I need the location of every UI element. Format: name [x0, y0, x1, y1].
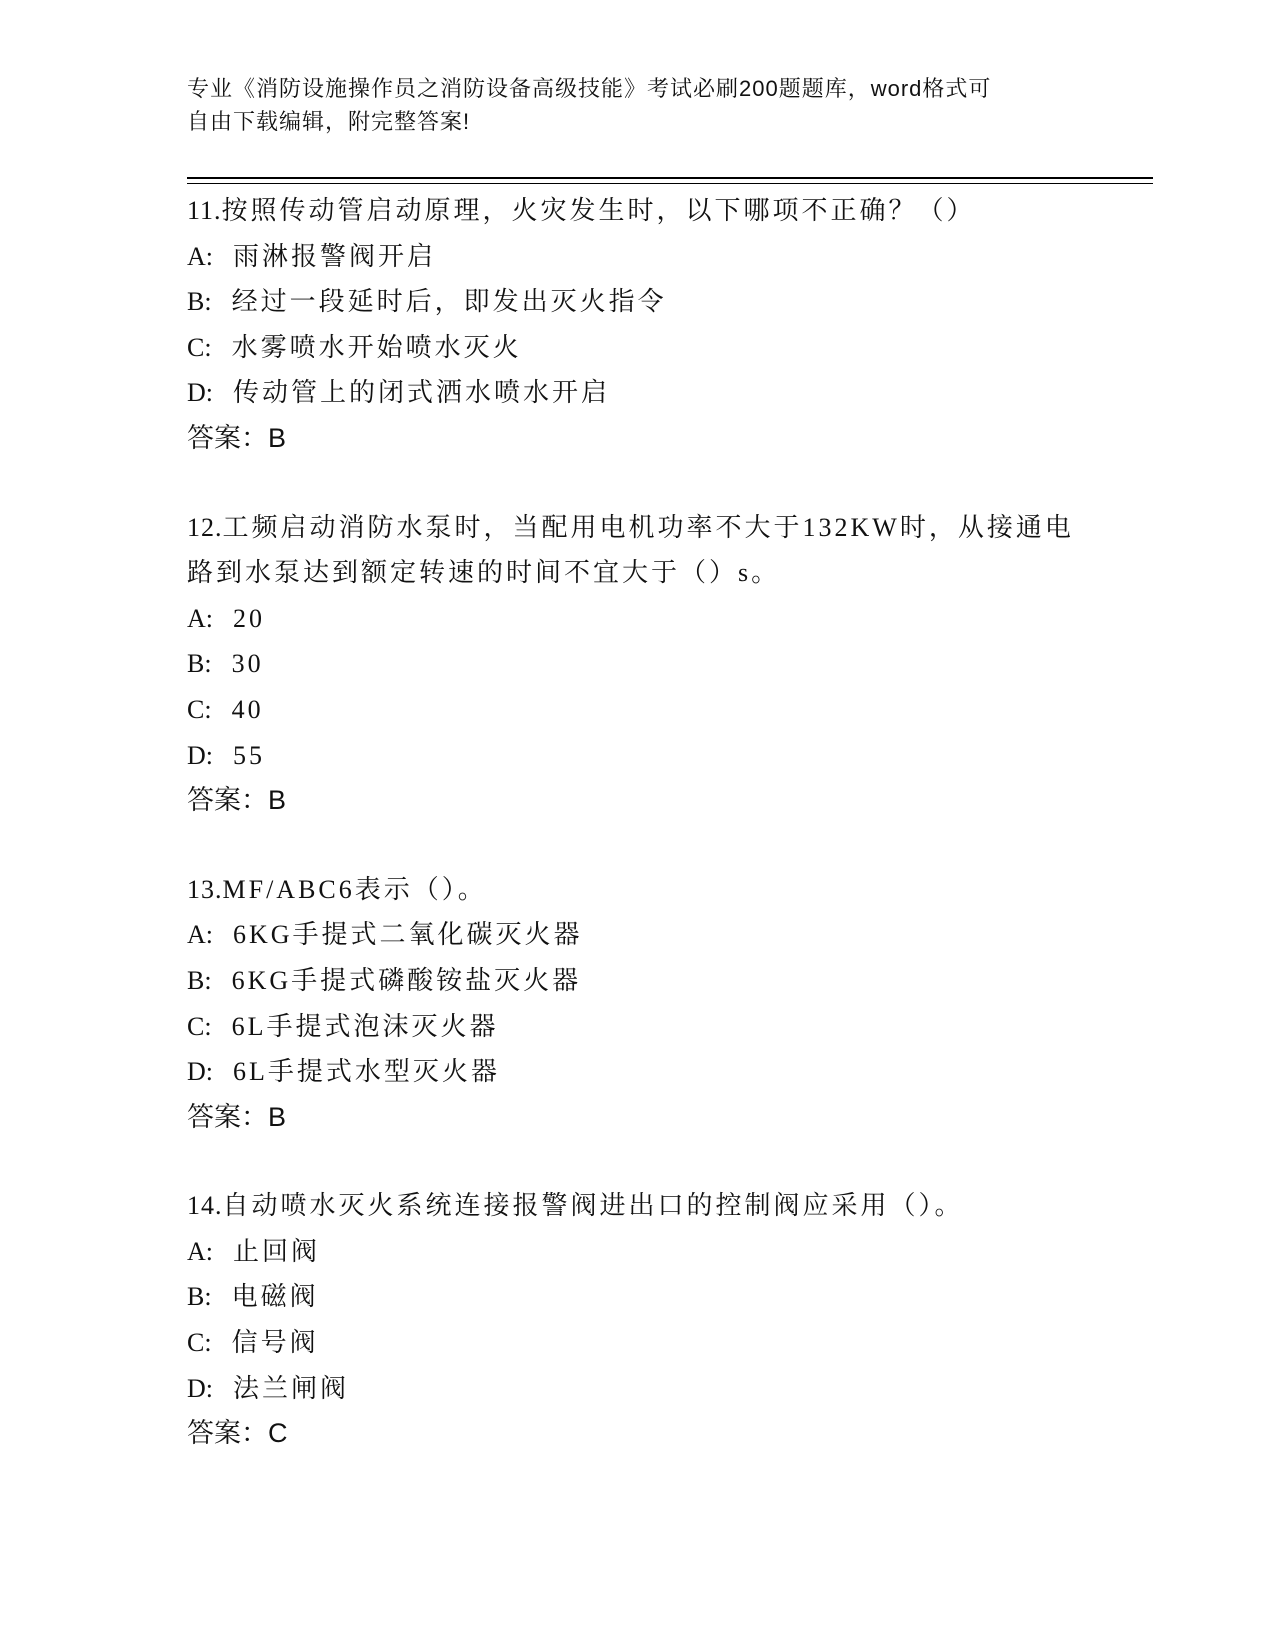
header-line-2: 自由下载编辑，附完整答案!	[187, 109, 471, 134]
option-c	[187, 325, 1087, 371]
option-text: 止回阀	[233, 1236, 321, 1266]
option-key: C:	[187, 1011, 212, 1041]
header-divider-thick	[187, 177, 1153, 179]
question-number: 13.	[187, 874, 223, 904]
question-stem	[187, 188, 1087, 234]
option-a	[187, 234, 1087, 280]
option-text: 6L手提式泡沫灭火器	[231, 1011, 499, 1041]
option-key: D:	[187, 740, 213, 770]
question-text: 工频启动消防水泵时，当配用电机功率不大于132KW时，从接通电	[222, 512, 1074, 542]
option-a	[187, 912, 1087, 958]
option-b	[187, 958, 1087, 1004]
option-c	[187, 1320, 1087, 1366]
answer: 答案：B	[187, 785, 287, 816]
option-a	[187, 1229, 1087, 1275]
question-text: 自动喷水灭火系统连接报警阀进出口的控制阀应采用（）。	[222, 1191, 964, 1221]
option-key: C:	[187, 332, 212, 362]
option-text: 经过一段延时后，即发出灭火指令	[231, 287, 667, 317]
option-b	[187, 279, 1087, 325]
answer: 答案：B	[187, 422, 287, 453]
option-text: 30	[231, 649, 264, 679]
option-key: A:	[187, 603, 213, 633]
option-key: A:	[187, 241, 213, 271]
option-text: 信号阀	[231, 1328, 319, 1358]
document-header	[187, 72, 1067, 138]
option-b	[187, 641, 1087, 687]
option-text: 水雾喷水开始喷水灭火	[231, 332, 522, 362]
option-b	[187, 1274, 1087, 1320]
question-stem	[187, 1183, 1087, 1229]
question-13	[187, 867, 1087, 1141]
option-key: B:	[187, 287, 212, 317]
option-text: 40	[231, 694, 264, 724]
option-text: 法兰闸阀	[233, 1373, 350, 1403]
option-key: D:	[187, 1373, 213, 1403]
option-d	[187, 1366, 1087, 1412]
option-key: B:	[187, 649, 212, 679]
option-d	[187, 1049, 1087, 1095]
option-a	[187, 596, 1087, 642]
answer: 答案：C	[187, 1418, 288, 1449]
option-key: C:	[187, 694, 212, 724]
question-number: 14.	[187, 1191, 223, 1221]
option-key: D:	[187, 1057, 213, 1087]
option-key: B:	[187, 1282, 212, 1312]
question-stem-continued: 路到水泵达到额定转速的时间不宜大于（）s。	[187, 558, 781, 588]
option-d	[187, 733, 1087, 779]
question-12	[187, 505, 1087, 824]
question-11	[187, 188, 1087, 462]
question-number: 12.	[187, 512, 223, 542]
option-text: 6KG手提式二氧化碳灭火器	[233, 920, 583, 950]
option-text: 6L手提式水型灭火器	[233, 1057, 500, 1087]
option-text: 55	[233, 740, 265, 770]
option-key: D:	[187, 378, 213, 408]
question-stem	[187, 505, 1087, 551]
question-stem	[187, 867, 1087, 913]
question-list	[187, 188, 1087, 1500]
option-text: 6KG手提式磷酸铵盐灭火器	[231, 965, 582, 995]
option-text: 20	[233, 603, 265, 633]
option-d	[187, 370, 1087, 416]
header-divider-thin	[187, 183, 1153, 184]
option-text: 传动管上的闭式洒水喷水开启	[233, 378, 611, 408]
question-14	[187, 1183, 1087, 1457]
question-text: MF/ABC6表示（）。	[222, 874, 487, 904]
option-key: A:	[187, 920, 213, 950]
option-text: 雨淋报警阀开启	[233, 241, 437, 271]
answer: 答案：B	[187, 1101, 287, 1132]
question-text: 按照传动管启动原理，火灾发生时，以下哪项不正确？（）	[221, 196, 976, 225]
option-text: 电磁阀	[231, 1282, 319, 1312]
option-c	[187, 1004, 1087, 1050]
question-number: 11.	[187, 196, 222, 225]
option-c	[187, 687, 1087, 733]
option-key: A:	[187, 1236, 213, 1266]
option-key: B:	[187, 965, 212, 995]
header-line-1: 专业《消防设施操作员之消防设备高级技能》考试必刷200题题库，word格式可	[187, 76, 992, 101]
option-key: C:	[187, 1328, 212, 1358]
